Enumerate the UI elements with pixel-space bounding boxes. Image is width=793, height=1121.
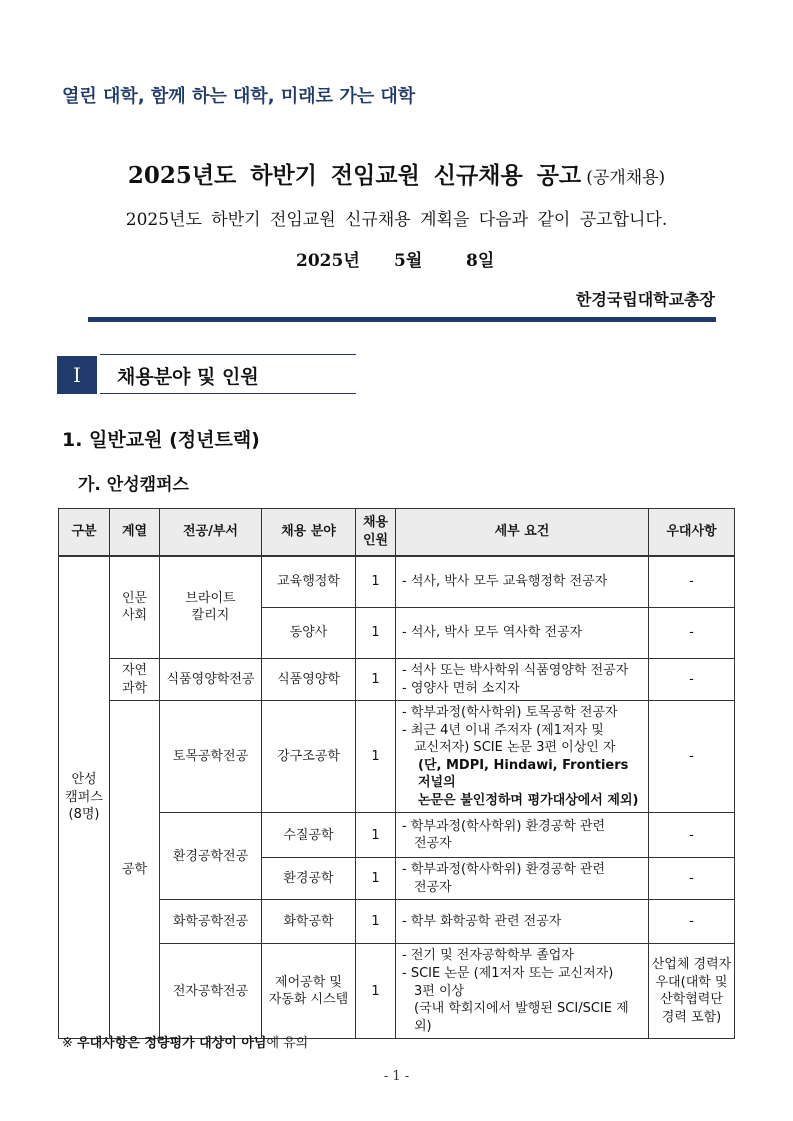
major-environment: 환경공학전공 [160,813,262,900]
header-preference: 우대사항 [649,509,735,556]
field-cell: 식품영양학 [262,659,356,701]
requirement-line: (국내 학회지에서 발행된 SCI/SCIE 제외) [414,1001,629,1034]
issuer: 한경국립대학교총장 [575,290,715,309]
table-row [59,813,735,858]
table-row [59,900,735,944]
header-division: 구분 [59,509,110,556]
series-line: 자연 [121,663,148,678]
field-line: 자동화 시스템 [268,992,349,1008]
table-row [59,659,735,701]
section-line-bottom [100,393,356,394]
page-number: - 1 - [383,1069,410,1084]
preference-cell: - [649,900,735,944]
note-bold: 우대사항은 정량평가 대상이 아님 [77,1036,267,1051]
count-cell: 1 [356,701,396,813]
major-line: 칼리지 [191,608,230,624]
field-cell: 동양사 [262,608,356,659]
requirements-cell [396,556,649,608]
requirement-line: - SCIE 논문 (제1저자 또는 교신저자) [402,966,614,982]
date-month: 5월 [394,251,423,271]
series-line: 인문 [121,590,148,606]
requirement-line: - 학부과정(학사학위) 토목공학 전공자 [402,705,618,721]
series-line: 과학 [121,680,148,696]
major-bright-college [160,556,262,659]
field-line: 제어공학 및 [275,974,342,990]
table-row [59,944,735,1039]
requirement-line: 전공자 [414,836,452,852]
count-cell: 1 [356,813,396,858]
section-title: 채용분야 및 인원 [117,366,259,388]
requirement-line: - 학부과정(학사학위) 환경공학 관련 [402,862,606,878]
preference-line: 산학협력단 [660,992,723,1008]
preference-line: 경력 포함) [661,1009,722,1025]
field-cell [262,944,356,1039]
series-line: 사회 [121,608,148,624]
field-cell: 환경공학 [262,858,356,900]
table-row [59,701,735,813]
preference-cell: - [649,858,735,900]
count-cell: 1 [356,556,396,608]
recruitment-table [58,508,735,1039]
note-mark: ※ [62,1036,73,1051]
field-cell: 화학공학 [262,900,356,944]
title-main: 2025년도 하반기 전임교원 신규채용 공고 [127,162,582,189]
field-cell: 강구조공학 [262,701,356,813]
major-line: 브라이트 [185,590,236,606]
table-header-row [59,509,735,556]
major-chemical: 화학공학전공 [160,900,262,944]
preference-line: 우대(대학 및 [655,974,728,990]
preference-cell: - [649,813,735,858]
major-electronics: 전자공학전공 [160,944,262,1039]
field-cell: 교육행정학 [262,556,356,608]
header-major: 전공/부서 [160,509,262,556]
slogan: 열린 대학, 함께 하는 대학, 미래로 가는 대학 [62,86,416,107]
header-divider [88,317,716,322]
preference-cell: - [649,701,735,813]
intro-text: 2025년도 하반기 전임교원 신규채용 계획을 다음과 같이 공고합니다. [125,210,668,230]
header-count: 채용 인원 [356,509,396,556]
requirement-line: - 영양사 면허 소지자 [402,680,520,696]
requirement-note: (단, MDPI, Hindawi, Frontiers 저널의 [418,757,629,791]
date-year: 2025년 [296,251,360,271]
requirement-line: - 학부 화학공학 관련 전공자 [402,914,562,930]
campus-line: 캠퍼스 [65,789,103,805]
campus-line: 안성 [71,772,97,788]
requirements-cell [396,900,649,944]
count-cell: 1 [356,900,396,944]
table-row [59,556,735,608]
section-line-top [100,354,356,355]
title-sub: (공개채용) [586,168,666,188]
heading-general-faculty: 1. 일반교원 (정년트랙) [62,429,260,451]
note-rest: 에 유의 [266,1036,309,1051]
section-number-box: Ⅰ [57,356,97,394]
preference-line: 산업체 경력자 [651,957,732,973]
requirement-line: - 석사, 박사 모두 교육행정학 전공자 [402,573,608,589]
count-cell: 1 [356,858,396,900]
requirement-line: - 석사, 박사 모두 역사학 전공자 [402,625,583,641]
requirement-line: 3편 이상 [414,983,465,999]
major-civil: 토목공학전공 [160,701,262,813]
requirement-line: 교신저자) SCIE 논문 3편 이상인 자 [414,740,616,756]
requirements-cell [396,701,649,813]
heading-anseong-campus: 가. 안성캠퍼스 [78,475,189,495]
requirements-cell [396,608,649,659]
header-field: 채용 분야 [262,509,356,556]
date-day: 8일 [466,251,495,271]
header-series: 계열 [110,509,160,556]
series-humanities [110,556,160,659]
requirements-cell [396,944,649,1039]
campus-line: (8명) [68,807,100,823]
count-cell: 1 [356,944,396,1039]
requirement-line: - 최근 4년 이내 주저자 (제1저자 및 [402,722,604,738]
requirements-cell [396,858,649,900]
campus-cell [59,556,110,1039]
footnote [62,1032,308,1051]
header-requirements: 세부 요건 [396,509,649,556]
requirement-line: - 전기 및 전자공학학부 졸업자 [402,948,574,964]
page-title [0,157,793,190]
announcement-date [0,246,793,270]
requirement-line: 전공자 [414,879,452,895]
count-cell: 1 [356,608,396,659]
requirements-cell [396,813,649,858]
series-engineering: 공학 [110,701,160,1039]
major-food-nutrition: 식품영양학전공 [160,659,262,701]
requirement-line: - 학부과정(학사학위) 환경공학 관련 [402,818,606,834]
requirement-note: 논문은 불인정하며 평가대상에서 제외) [418,792,639,808]
requirement-line: - 석사 또는 박사학위 식품영양학 전공자 [402,663,629,678]
series-natural [110,659,160,701]
preference-cell: - [649,608,735,659]
field-cell: 수질공학 [262,813,356,858]
requirements-cell [396,659,649,701]
preference-cell: - [649,659,735,701]
count-cell: 1 [356,659,396,701]
preference-cell: - [649,556,735,608]
preference-cell [649,944,735,1039]
